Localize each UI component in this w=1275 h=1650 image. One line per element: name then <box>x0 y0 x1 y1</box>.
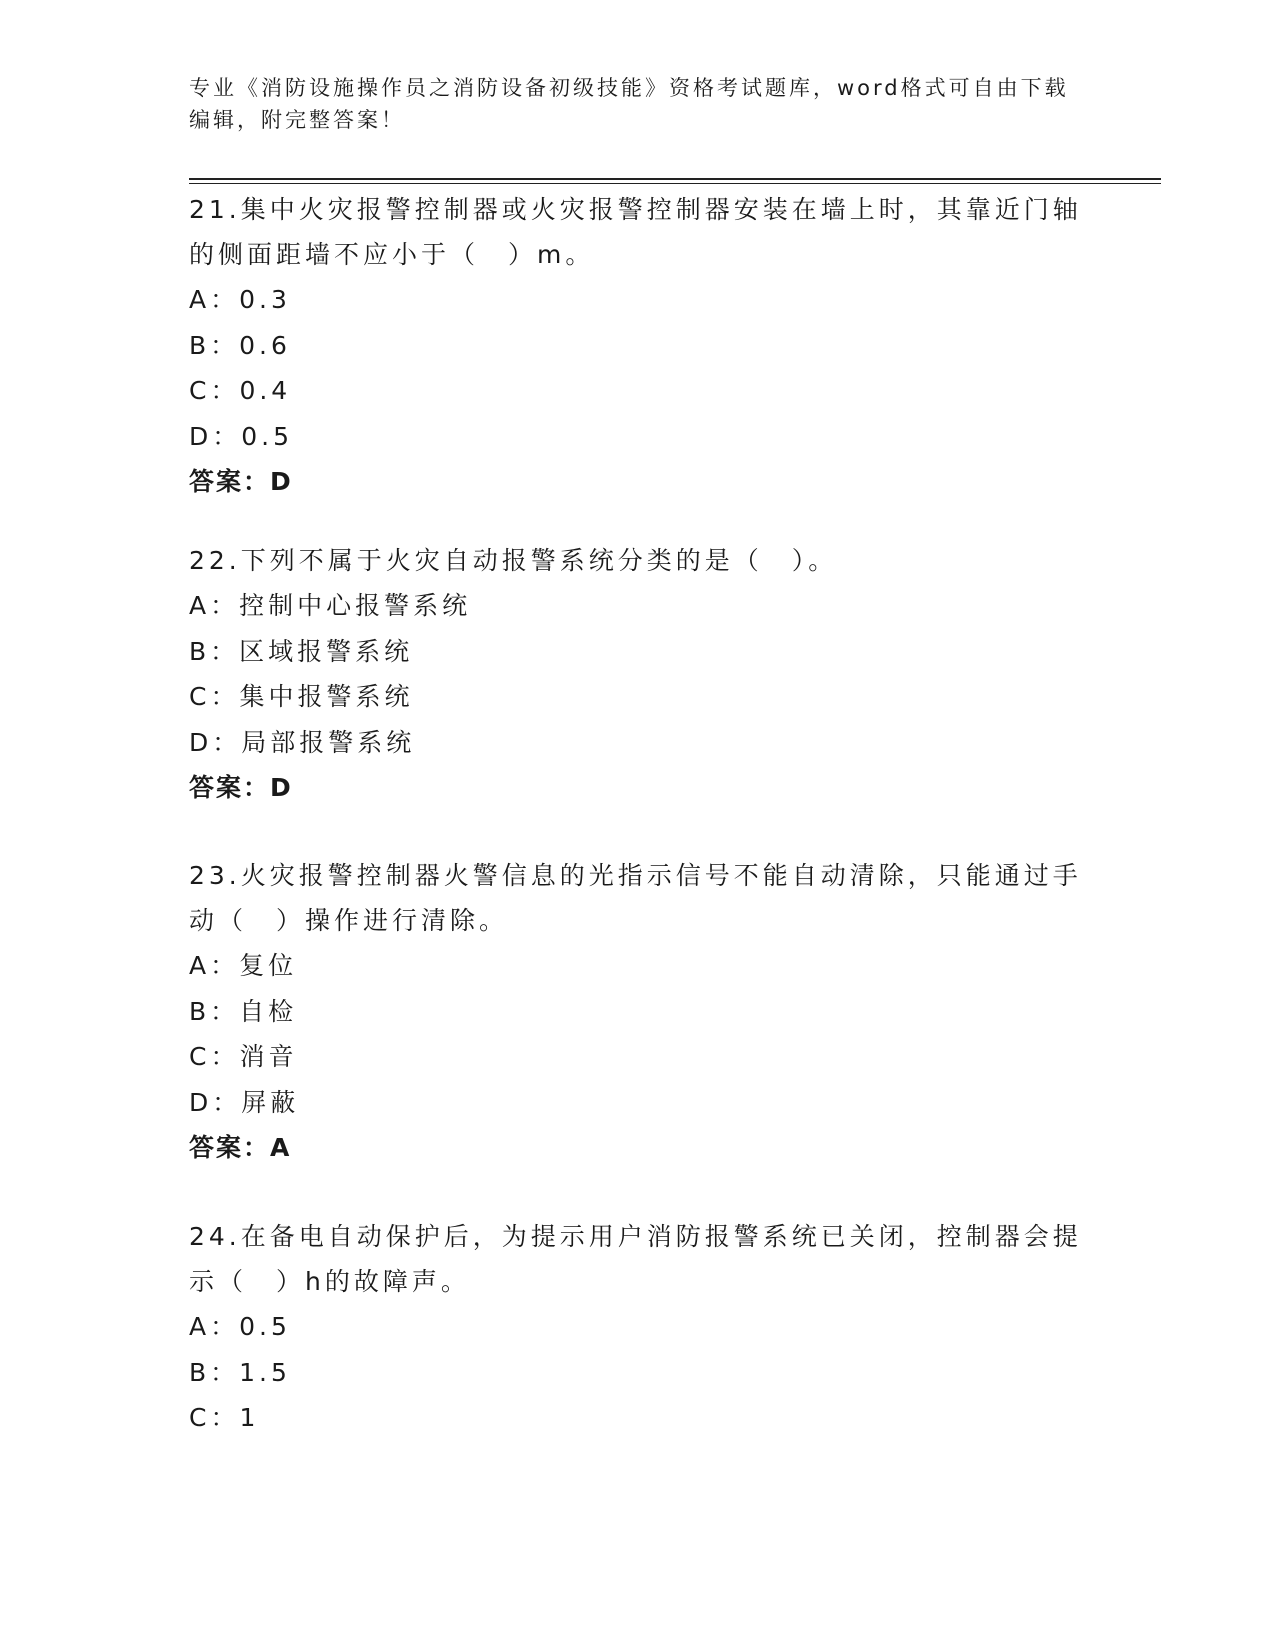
option-a: A：0.5 <box>189 1312 291 1341</box>
option-c: C：消音 <box>189 1042 298 1071</box>
answer-line: 答案：D <box>189 773 293 802</box>
answer-line: 答案：D <box>189 467 293 496</box>
document-header: 专业《消防设施操作员之消防设备初级技能》资格考试题库，word格式可自由下载编辑，附完整答案！ <box>189 76 1069 132</box>
option-a: A：0.3 <box>189 285 291 314</box>
question-22 <box>189 538 1089 810</box>
question-23 <box>189 853 1089 1170</box>
answer-line: 答案：A <box>189 1133 292 1162</box>
question-24 <box>189 1214 1089 1441</box>
option-d: D：局部报警系统 <box>189 727 416 757</box>
option-d: D：屏蔽 <box>189 1087 300 1117</box>
question-stem: 23.火灾报警控制器火警信息的光指示信号不能自动清除，只能通过手动（ ）操作进行清除。 <box>189 861 1082 935</box>
option-c: C：0.4 <box>189 376 292 405</box>
option-b: B：1.5 <box>189 1357 291 1387</box>
option-b: B：0.6 <box>189 330 291 360</box>
question-stem: 21.集中火灾报警控制器或火灾报警控制器安装在墙上时，其靠近门轴的侧面距墙不应小于（ ）m。 <box>189 195 1082 269</box>
question-stem: 24.在备电自动保护后，为提示用户消防报警系统已关闭，控制器会提示（ ）h的故障声。 <box>189 1222 1082 1296</box>
option-a: A：复位 <box>189 951 298 980</box>
header-divider-thin <box>189 183 1161 184</box>
header-divider-thick <box>189 178 1161 180</box>
option-a: A：控制中心报警系统 <box>189 591 472 620</box>
option-c: C：集中报警系统 <box>189 682 414 711</box>
option-d: D：0.5 <box>189 421 294 451</box>
question-21 <box>189 187 1089 504</box>
option-c: C：1 <box>189 1403 260 1432</box>
option-b: B：区域报警系统 <box>189 636 414 666</box>
question-stem: 22.下列不属于火灾自动报警系统分类的是（ ）。 <box>189 546 838 575</box>
option-b: B：自检 <box>189 996 298 1026</box>
